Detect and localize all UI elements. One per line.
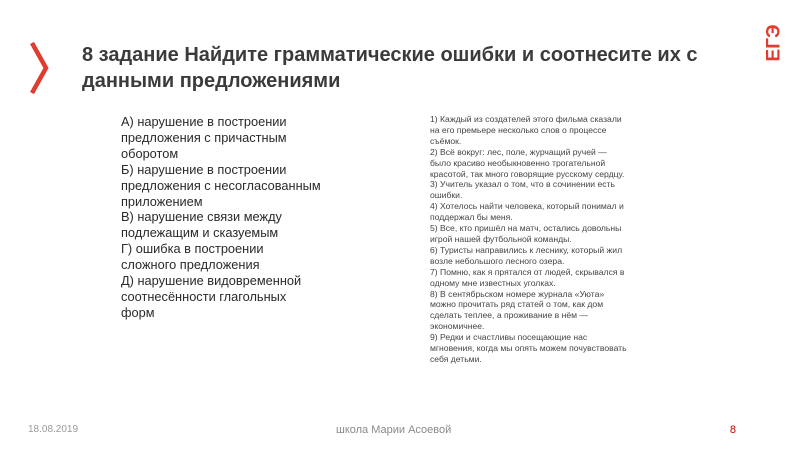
page-number: 8 xyxy=(729,424,736,436)
error-item: Б) нарушение в построении предложения с несогласованным приложением xyxy=(121,161,321,209)
sentence-item: 2) Всё вокруг: лес, поле, журчащий ручей — было красиво необыкновенно трогательной красотой, так много говорящие русскому сердцу. xyxy=(430,146,625,179)
footer-school: школа Марии Асоевой xyxy=(336,424,452,436)
chevron-icon xyxy=(28,40,50,96)
sentence-item: 1) Каждый из создателей этого фильма сказали на его премьере несколько слов о процессе съёмок. xyxy=(430,114,622,146)
error-item: Г) ошибка в построении сложного предложения xyxy=(121,241,264,273)
error-item: Д) нарушение видовременной соотнесённости глагольных форм xyxy=(121,273,302,320)
error-types-list xyxy=(121,114,321,321)
sentence-item: 5) Все, кто пришёл на матч, остались довольны игрой нашей футбольной команды. xyxy=(430,223,622,244)
error-item: А) нарушение в построении предложения с причастным оборотом xyxy=(121,114,287,161)
sentences-list xyxy=(430,114,665,365)
footer-date: 18.08.2019 xyxy=(28,424,79,435)
sentence-item: 9) Редки и счастливы посещающие нас мгновения, когда мы опять можем почувствовать себя детьми. xyxy=(430,332,627,364)
error-item: В) нарушение связи между подлежащим и сказуемым xyxy=(121,209,282,241)
sentence-item: 4) Хотелось найти человека, который понимал и поддержал бы меня. xyxy=(430,201,624,223)
slide-title: 8 задание Найдите грамматические ошибки и соотнесите их с данными предложениями xyxy=(82,44,698,92)
sentence-item: 6) Туристы направились к леснику, который жил возле небольшого лесного озера. xyxy=(430,244,623,266)
sentence-item: 7) Помню, как я прятался от людей, скрывался в одному мне известных уголках. xyxy=(430,266,625,288)
sentence-item: 3) Учитель указал о том, что в сочинении есть ошибки. xyxy=(430,179,615,201)
sentence-item: 8) В сентябрьском номере журнала «Уюта» можно прочитать ряд статей о том, как дом сделать теплее, а проживание в нём — экономичнее. xyxy=(430,288,605,332)
ege-logo xyxy=(762,18,786,68)
logo-text: ЕГЭ xyxy=(763,24,785,62)
